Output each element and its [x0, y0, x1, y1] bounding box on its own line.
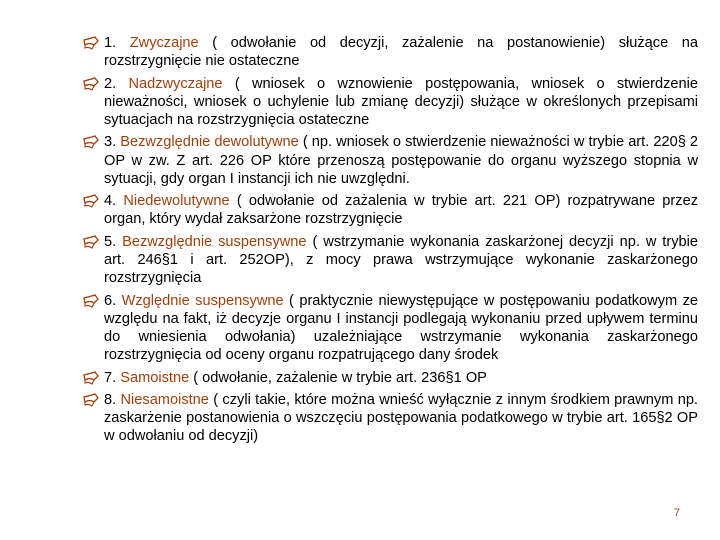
remedy-description: ( odwołanie od zażalenia w trybie art. 221 OP) rozpatrywane przez organ, który wydał zaksarżone rozstrzygnięcie	[104, 193, 698, 228]
item-number: 3.	[104, 134, 117, 151]
remedy-type-term: Niesamoistne	[120, 391, 209, 408]
list-item	[82, 133, 698, 188]
arrow-bullet-icon	[82, 77, 100, 91]
remedy-type-term: Samoistne	[120, 369, 190, 386]
legal-remedies-list	[82, 34, 698, 450]
list-item	[82, 292, 698, 365]
remedy-type-term: Niedewolutywne	[123, 193, 230, 210]
item-number: 1.	[104, 35, 117, 51]
arrow-bullet-icon	[82, 36, 100, 50]
remedy-description: ( wniosek o wznowienie postępowania, wniosek o stwierdzenie nieważności, wniosek o uchylenie lub zmianę decyzji) służące w określonych przepisami sytuacjach na rozstrzygnięcia ostateczne	[104, 75, 698, 128]
list-item	[82, 369, 698, 387]
remedy-type-term: Względnie suspensywne	[121, 292, 284, 309]
remedy-description: ( odwołanie, zażalenie w trybie art. 236§1 OP	[189, 369, 487, 386]
item-number: 5.	[104, 233, 117, 250]
arrow-bullet-icon	[82, 194, 100, 208]
page-number: 7	[673, 507, 680, 519]
remedy-type-term: Bezwzględnie dewolutywne	[120, 134, 299, 151]
arrow-bullet-icon	[82, 135, 100, 149]
list-item	[82, 391, 698, 446]
remedy-description: ( np. wniosek o stwierdzenie nieważności w trybie art. 220§ 2 OP w zw. Z art. 226 OP które przenoszą postępowanie do organu wyższego stopnia w sytuacji, gdy organ I instancji ich nie uwzględni.	[104, 134, 698, 187]
item-number: 7.	[104, 369, 117, 386]
arrow-bullet-icon	[82, 294, 100, 308]
remedy-type-term: Zwyczajne	[129, 35, 199, 51]
remedy-type-term: Bezwzględnie suspensywne	[122, 233, 307, 250]
remedy-description: ( praktycznie niewystępujące w postępowaniu podatkowym ze względu na fakt, iż decyzje organu I instancji podlegają wykonaniu przed upływem terminu do wniesienia odwołania) uzależniające wstrzymanie wykonania zaskarżonego rozstrzygnięcia od oceny organu rozpatrującego dany środek	[104, 292, 698, 364]
item-number: 6.	[104, 292, 117, 309]
item-number: 2.	[104, 75, 117, 92]
remedy-description: ( odwołanie od decyzji, zażalenie na postanowienie) służące na rozstrzygnięcie nie ostateczne	[104, 35, 698, 70]
list-item	[82, 34, 698, 70]
arrow-bullet-icon	[82, 235, 100, 249]
remedy-description: ( wstrzymanie wykonania zaskarżonej decyzji np. w trybie art. 246§1 i art. 252OP), z mocy prawa wstrzymujące wykonanie zaskarżonego rozstrzygnięcia	[104, 233, 698, 287]
remedy-type-term: Nadzwyczajne	[128, 75, 223, 92]
list-item	[82, 192, 698, 228]
list-item	[82, 233, 698, 288]
arrow-bullet-icon	[82, 393, 100, 407]
list-item	[82, 75, 698, 130]
item-number: 4.	[104, 193, 117, 210]
remedy-description: ( czyli takie, które można wnieść wyłącznie z innym środkiem prawnym np. zaskarżenie postanowienia o wszczęciu postępowania podatkowego w trybie art. 165§2 OP w odwołaniu od decyzji)	[104, 391, 698, 445]
item-number: 8.	[104, 391, 117, 408]
arrow-bullet-icon	[82, 371, 100, 385]
